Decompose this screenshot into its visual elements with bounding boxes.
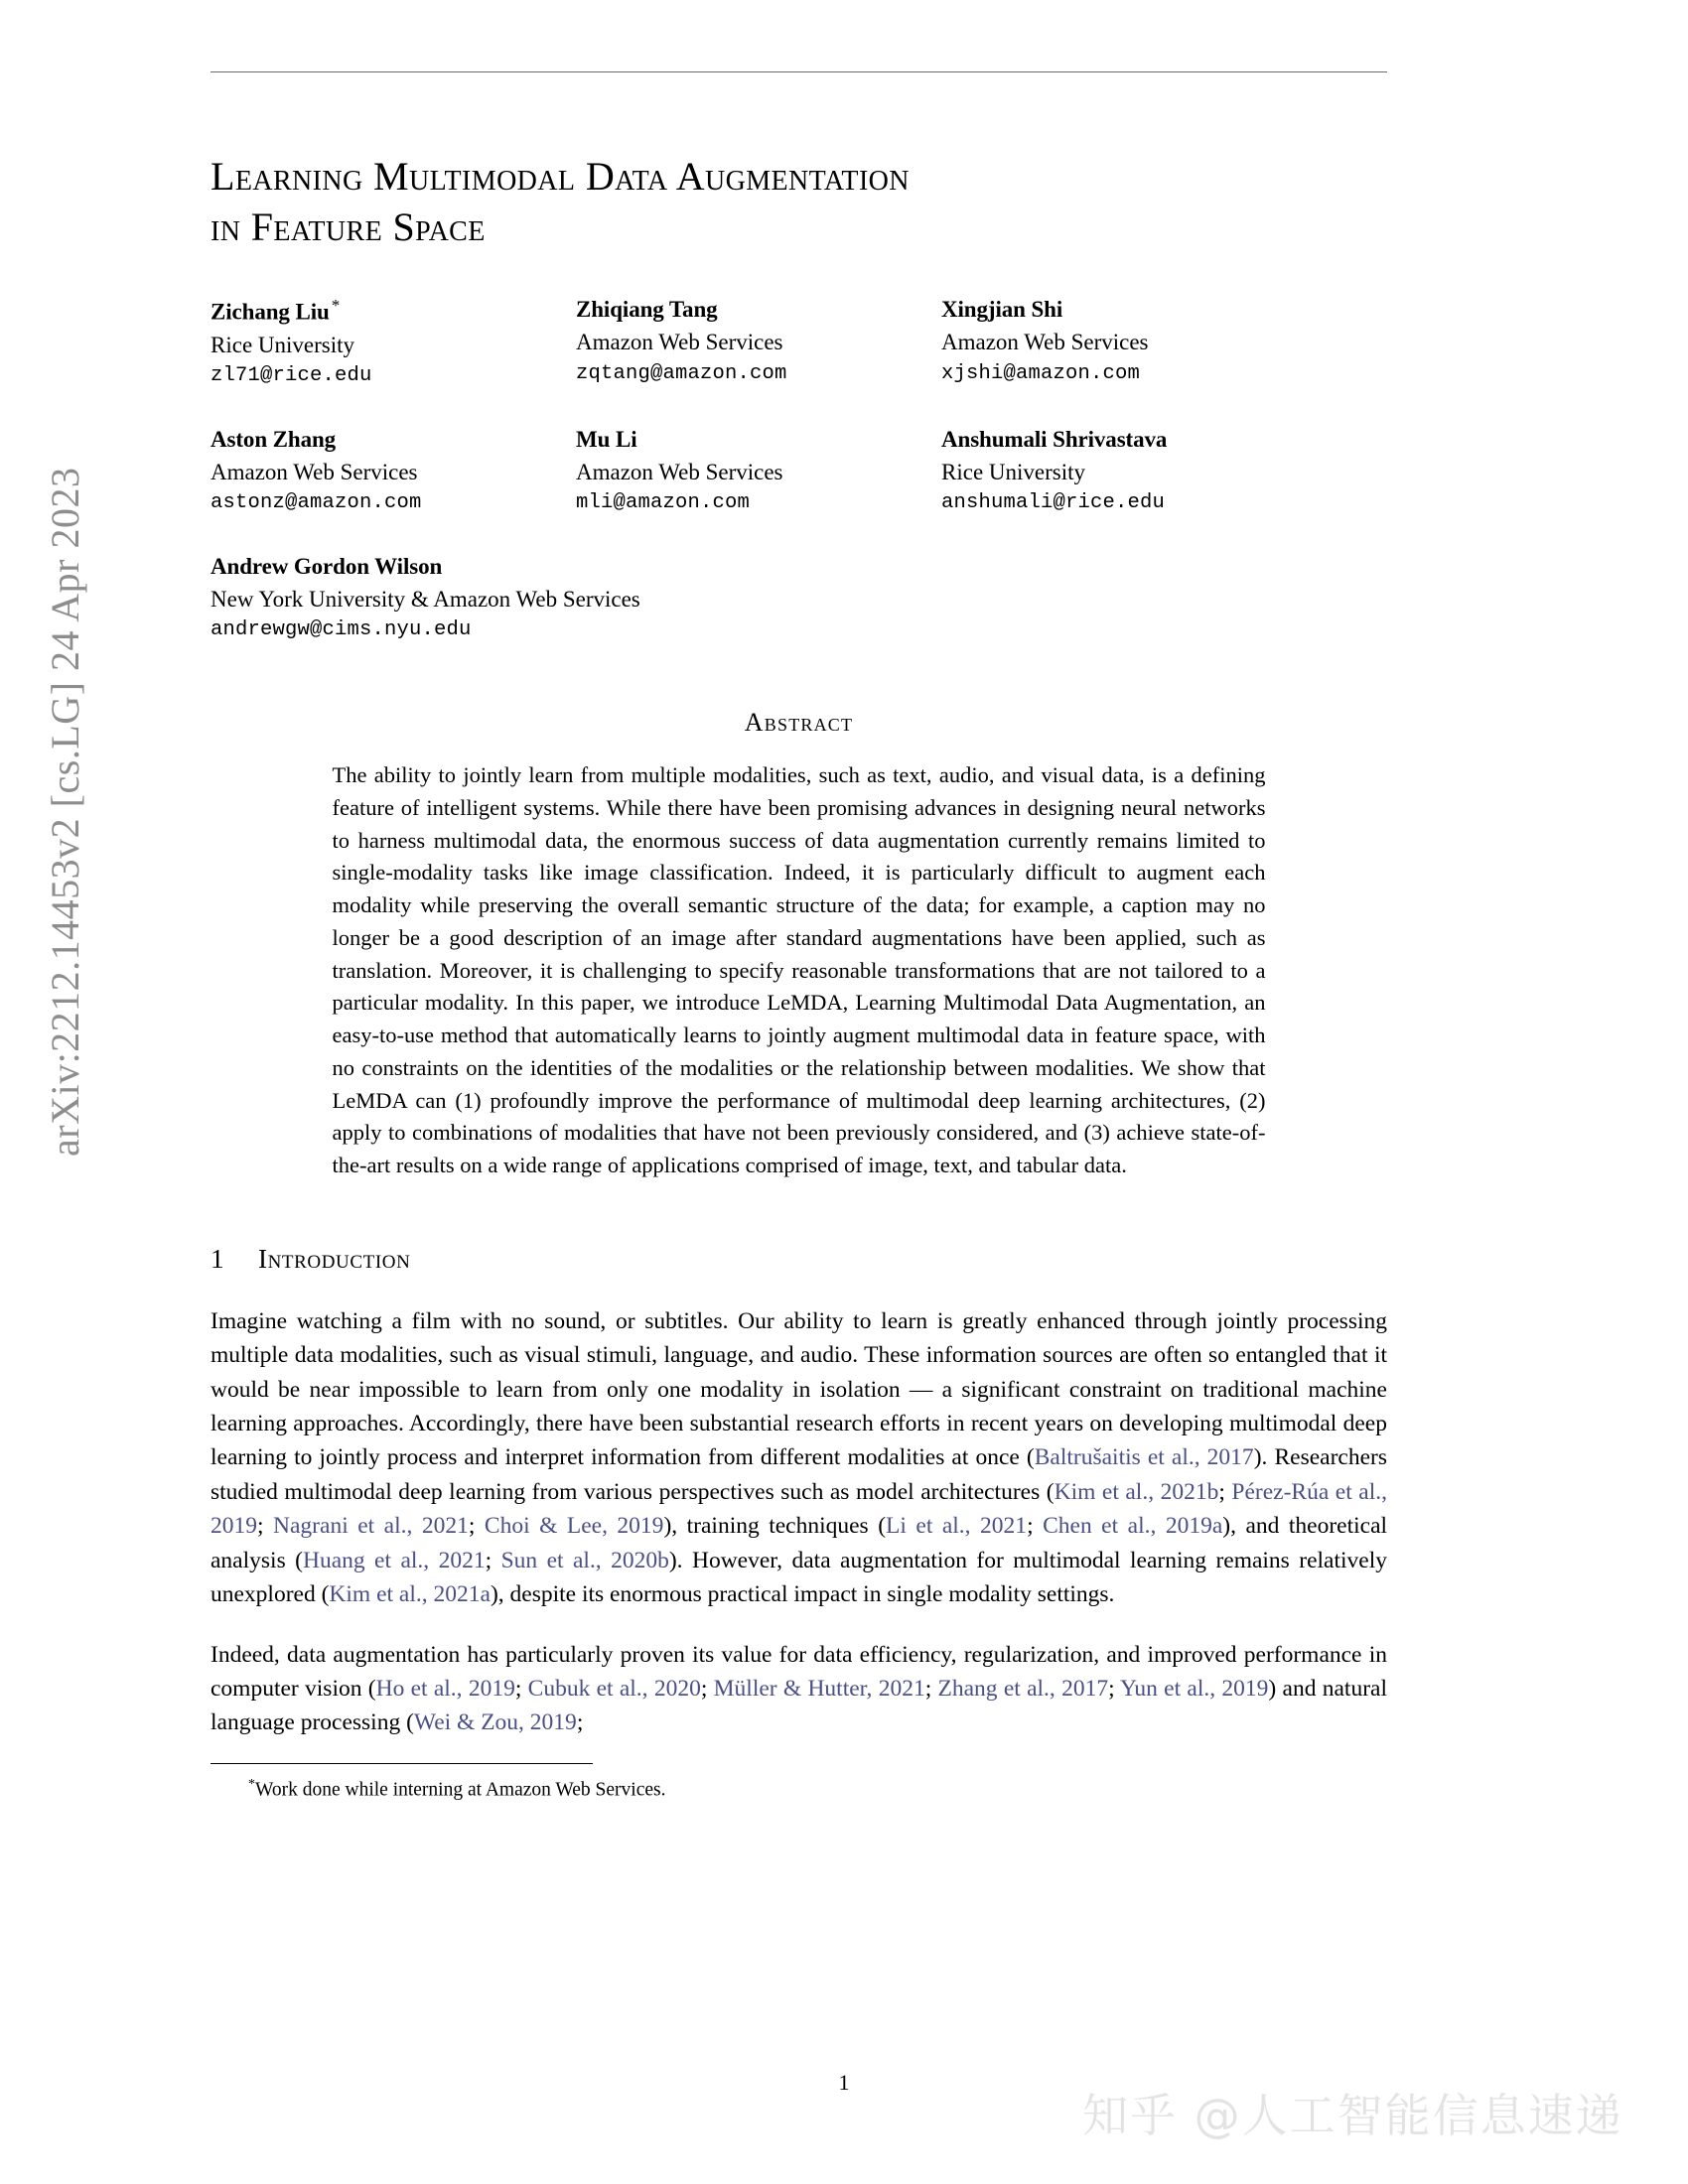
author-email[interactable]: astonz@amazon.com — [211, 491, 422, 515]
footnote — [211, 1775, 1387, 1804]
author-entry — [576, 294, 941, 392]
citation-link[interactable]: Chen et al., 2019a — [1043, 1513, 1223, 1540]
citation-link[interactable]: Li et al., 2021 — [886, 1513, 1028, 1540]
author-block — [211, 294, 1387, 646]
body-text: ; — [485, 1547, 501, 1573]
body-text: ; — [257, 1513, 274, 1540]
footnote-text: Work done while interning at Amazon Web Services. — [255, 1779, 666, 1801]
paper-content — [211, 0, 1387, 1804]
author-affiliation: Amazon Web Services — [211, 459, 418, 484]
body-text: ; — [924, 1675, 938, 1702]
body-text: ). However, data augmentation for multimodal learning remains relatively unexplored ( — [211, 1547, 1387, 1608]
body-text: Imagine watching a film with no sound, or subtitles. Our ability to learn is greatly enhanced through jointly processing multiple data modalities, such as visual stimuli, language, and audio. These information sources are often so entangled that it would be near impossible to learn from only one modality in isolation — a significant constraint on traditional machine learning approaches. Accordingly, there have been substantial research efforts in recent years on developing multimodal deep learning to jointly process and interpret information from different modalities at once ( — [211, 1307, 1387, 1471]
section-heading — [211, 1244, 1387, 1275]
author-affiliation: Amazon Web Services — [941, 330, 1149, 355]
author-name — [941, 294, 1307, 327]
citation-link[interactable]: Kim et al., 2021a — [329, 1581, 491, 1608]
section-number: 1 — [211, 1243, 225, 1274]
body-text: ; — [1027, 1513, 1044, 1540]
author-name — [941, 424, 1307, 457]
watermark: 知乎 @人工智能信息速递 — [1082, 2089, 1623, 2142]
author-affiliation: Rice University — [941, 459, 1085, 484]
citation-link[interactable]: Pérez-Rúa et al., 2019 — [211, 1478, 1388, 1540]
author-name — [211, 424, 576, 457]
abstract-heading: Abstract — [744, 708, 854, 738]
citation-link[interactable]: Ho et al., 2019 — [375, 1675, 515, 1702]
citation-link[interactable]: Baltrušaitis et al., 2017 — [1034, 1444, 1254, 1471]
author-entry — [211, 551, 965, 646]
author-name — [576, 294, 941, 327]
author-name-text: Anshumali Shrivastava — [941, 427, 1168, 453]
author-row — [211, 294, 1387, 392]
author-name — [576, 424, 941, 457]
page-number: 1 — [838, 2070, 850, 2095]
author-name — [211, 294, 576, 329]
citation-link[interactable]: Wei & Zou, 2019 — [413, 1709, 577, 1736]
author-entry — [941, 424, 1307, 519]
author-footnote-marker: * — [331, 296, 341, 316]
citation-link[interactable]: Kim et al., 2021b — [1054, 1478, 1219, 1505]
author-email[interactable]: zl71@rice.edu — [211, 364, 372, 388]
author-email[interactable]: anshumali@rice.edu — [941, 491, 1166, 515]
author-affiliation: Rice University — [211, 332, 354, 357]
author-name-text: Mu Li — [576, 427, 637, 453]
author-name — [211, 551, 965, 584]
citation-link[interactable]: Choi & Lee, 2019 — [484, 1513, 664, 1540]
body-text: ) and natural language processing ( — [211, 1675, 1387, 1736]
author-email[interactable]: andrewgw@cims.nyu.edu — [211, 618, 472, 642]
body-text: ), despite its enormous practical impact in single modality settings. — [490, 1581, 1115, 1608]
footnote-rule — [211, 1763, 593, 1764]
body-text: ; — [1218, 1478, 1232, 1505]
author-name-text: Xingjian Shi — [941, 297, 1063, 323]
body-text: Indeed, data augmentation has particularly proven its value for data efficiency, regularization, and improved performance in computer vision ( — [211, 1641, 1387, 1702]
author-email[interactable]: zqtang@amazon.com — [576, 361, 787, 385]
author-name-text: Zhiqiang Tang — [576, 297, 718, 323]
author-row — [211, 424, 1387, 519]
author-name-text: Zichang Liu — [211, 300, 330, 326]
author-name-text: Andrew Gordon Wilson — [211, 554, 443, 580]
arxiv-stamp-text: arXiv:2212.14453v2 [cs.LG] 24 Apr 2023 — [42, 467, 87, 1157]
author-row — [211, 551, 1387, 646]
body-text: ; — [468, 1513, 485, 1540]
citation-link[interactable]: Yun et al., 2019 — [1120, 1675, 1269, 1702]
citation-link[interactable]: Zhang et al., 2017 — [937, 1675, 1109, 1702]
footnote-marker: * — [248, 1777, 255, 1793]
author-entry — [211, 424, 576, 519]
author-affiliation: Amazon Web Services — [576, 330, 783, 355]
author-entry — [211, 294, 576, 392]
author-email[interactable]: mli@amazon.com — [576, 491, 751, 515]
body-text: ; — [1108, 1675, 1121, 1702]
author-affiliation: New York University & Amazon Web Services — [211, 586, 640, 612]
author-email[interactable]: xjshi@amazon.com — [941, 361, 1141, 385]
section-title: Introduction — [258, 1243, 411, 1274]
citation-link[interactable]: Müller & Hutter, 2021 — [713, 1675, 925, 1702]
citation-link[interactable]: Nagrani et al., 2021 — [273, 1513, 469, 1540]
author-entry — [576, 424, 941, 519]
author-entry — [941, 294, 1307, 392]
citation-link[interactable]: Huang et al., 2021 — [302, 1547, 486, 1573]
arxiv-stamp — [0, 0, 129, 2184]
body-text: ; — [514, 1675, 528, 1702]
citation-link[interactable]: Sun et al., 2020b — [500, 1547, 669, 1573]
body-text: ; — [700, 1675, 714, 1702]
citation-link[interactable]: Cubuk et al., 2020 — [527, 1675, 701, 1702]
author-affiliation: Amazon Web Services — [576, 459, 783, 484]
body-text: ; — [576, 1709, 584, 1736]
intro-paragraph-2 — [211, 1638, 1387, 1740]
intro-paragraph-1 — [211, 1304, 1387, 1612]
body-text: ). Researchers studied multimodal deep learning from various perspectives such as model architectures ( — [211, 1444, 1387, 1505]
body-text: ), training techniques ( — [663, 1513, 887, 1540]
body-text: ), and theoretical analysis ( — [211, 1513, 1388, 1573]
author-name-text: Aston Zhang — [211, 427, 337, 453]
title-line-2: in Feature Space — [211, 205, 486, 250]
title-line-1: Learning Multimodal Data Augmentation — [211, 154, 910, 199]
abstract-body: The ability to jointly learn from multiple modalities, such as text, audio, and visual data, is a defining feature of intelligent systems. While there have been promising advances in designing neural networks to harness multimodal data, the enormous success of data augmentation currently remains limited to single-modality tasks like image classification. Indeed, it is particularly difficult to augment each modality while preserving the overall semantic structure of the data; for example, a caption may no longer be a good description of an image after standard augmentations have been applied, such as translation. Moreover, it is challenging to specify reasonable transformations that are not tailored to a particular modality. In this paper, we introduce LeMDA, Learning Multimodal Data Augmentation, an easy-to-use method that automatically learns to jointly augment multimodal data in feature space, with no constraints on the identities of the modalities or the relationship between modalities. We show that LeMDA can (1) profoundly improve the performance of multimodal deep learning architectures, (2) apply to combinations of modalities that have not been previously considered, and (3) achieve state-of-the-art results on a wide range of applications comprised of image, text, and tabular data. — [332, 762, 1266, 1178]
page-title — [211, 151, 1387, 252]
